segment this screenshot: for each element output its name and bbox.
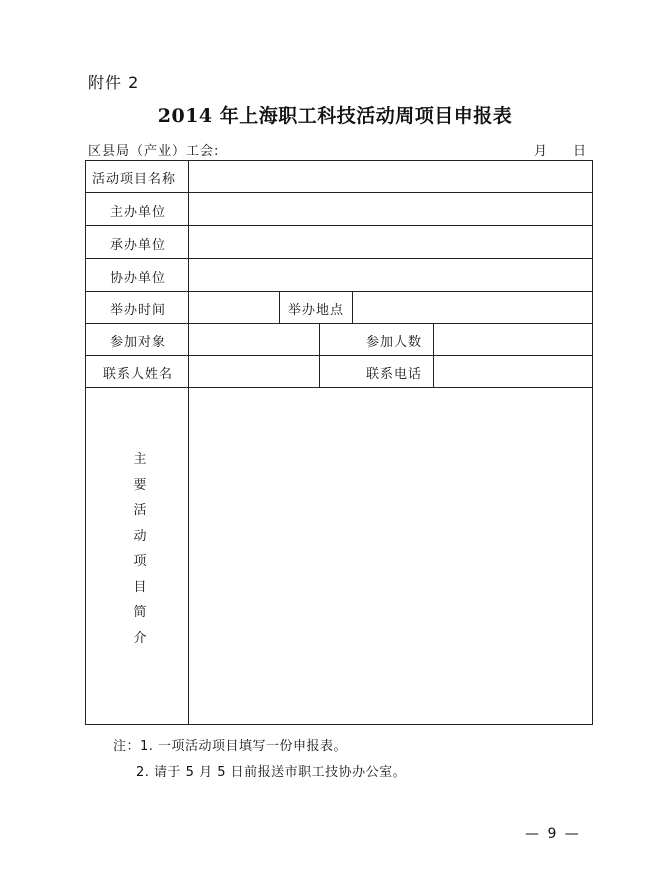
co-organizer-label: 协办单位 (110, 271, 167, 286)
month-label: 月 (534, 144, 548, 159)
participant-count-label: 参加人数 (366, 335, 423, 350)
time-label: 举办时间 (110, 303, 167, 318)
application-form-table (85, 160, 593, 725)
contact-name-label: 联系人姓名 (103, 367, 174, 382)
note-2: 2. 请于 5 月 5 日前报送市职工技协办公室。 (136, 765, 407, 780)
row-divider (86, 291, 592, 292)
attachment-label: 附件 2 (88, 73, 140, 92)
participants-label: 参加对象 (110, 335, 167, 350)
organizer-label: 主办单位 (110, 205, 167, 220)
cell-divider (319, 323, 320, 387)
activity-name-label: 活动项目名称 (92, 172, 177, 187)
label-column-divider (188, 161, 189, 724)
day-label: 日 (573, 144, 587, 159)
note-1: 注：1. 一项活动项目填写一份申报表。 (113, 739, 348, 754)
form-title: 2014 年上海职工科技活动周项目申报表 (157, 105, 513, 127)
row-divider (86, 387, 592, 388)
row-divider (86, 323, 592, 324)
row-divider (86, 225, 592, 226)
summary-label: 主要活动项目简介 (133, 452, 147, 646)
cell-divider (352, 291, 353, 323)
row-divider (86, 258, 592, 259)
union-label: 区县局（产业）工会: (88, 144, 220, 159)
page-number: — 9 — (525, 826, 581, 842)
row-divider (86, 192, 592, 193)
undertaker-label: 承办单位 (110, 238, 167, 253)
row-divider (86, 355, 592, 356)
contact-phone-label: 联系电话 (366, 367, 423, 382)
cell-divider (433, 323, 434, 387)
cell-divider (279, 291, 280, 323)
venue-label: 举办地点 (288, 303, 345, 318)
